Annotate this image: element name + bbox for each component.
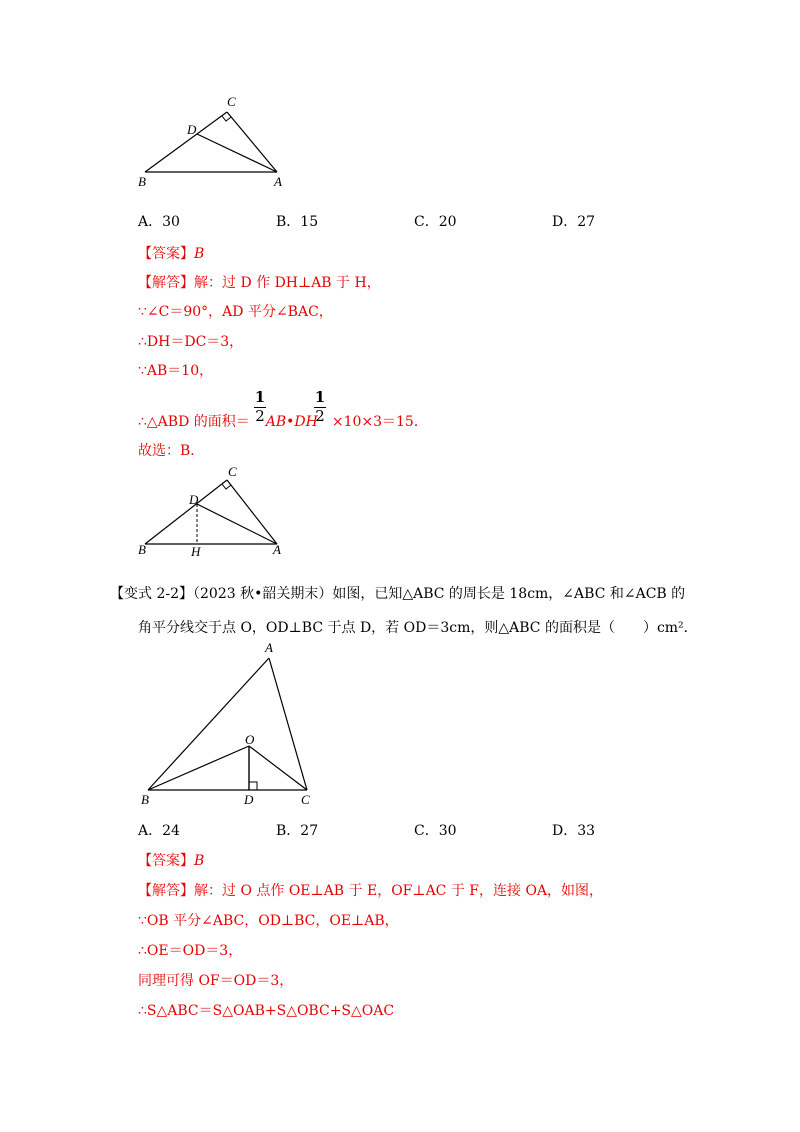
figure-triangle-abc-3 <box>135 638 325 808</box>
label-d: D <box>189 492 199 507</box>
label-h: H <box>191 544 201 559</box>
label-b: B <box>138 542 146 557</box>
label-o: O <box>245 732 255 747</box>
label-c: C <box>301 792 310 807</box>
segment-ca <box>227 112 277 172</box>
label-d: D <box>244 792 254 807</box>
analysis-line-1: 【解答】解：过 D 作 DH⊥AB 于 H， <box>138 275 381 291</box>
option-b-2: B．27 <box>276 823 319 839</box>
label-a: A <box>265 640 273 655</box>
right-angle-mark <box>222 484 231 489</box>
right-angle-mark <box>222 116 231 121</box>
analysis-line-4: ∵AB＝10， <box>138 363 214 379</box>
segment-oc <box>249 746 307 790</box>
segment-ob <box>148 746 249 790</box>
label-c: C <box>227 94 236 109</box>
figure-triangle-abc-1 <box>130 90 300 190</box>
label-a: A <box>273 542 281 557</box>
analysis-line-3: ∴DH＝DC＝3， <box>138 334 244 350</box>
option-c-2: C．30 <box>414 823 457 839</box>
segment-ab <box>148 658 269 790</box>
fraction-denominator-2: 2 <box>315 407 325 425</box>
question-line-1: 【变式 2-2】（2023 秋•韶关期末）如图，已知△ABC 的周长是 18cm，∠ABC 和∠ACB 的 <box>110 586 686 602</box>
label-b: B <box>138 174 146 189</box>
answer-line: 【答案】B <box>138 246 205 262</box>
option-b: B．15 <box>276 214 319 230</box>
segment-ac <box>269 658 307 790</box>
label-b: B <box>141 792 149 807</box>
analysis-line-2-3: ∴OE＝OD＝3， <box>138 943 243 959</box>
label-d: D <box>187 122 197 137</box>
figure-triangle-abc-2 <box>130 462 300 562</box>
fraction-numerator-2: 1 <box>314 388 326 406</box>
analysis-line-2-5: ∴S△ABC＝S△OAB+S△OBC+S△OAC <box>138 1003 395 1019</box>
segment-ca <box>227 480 277 544</box>
segment-bc <box>145 480 227 544</box>
label-a: A <box>274 174 282 189</box>
segment-da <box>197 134 277 172</box>
option-c: C．20 <box>414 214 457 230</box>
fraction-denominator-1: 2 <box>255 407 265 425</box>
option-d: D．27 <box>552 214 596 230</box>
question-line-2: 角平分线交于点 O，OD⊥BC 于点 D，若 OD＝3cm，则△ABC 的面积是（ ）cm²． <box>138 620 698 636</box>
analysis-line-2: ∵∠C＝90°，AD 平分∠BAC， <box>138 304 333 320</box>
segment-da <box>197 504 277 544</box>
fraction-numerator-1: 1 <box>254 388 266 406</box>
option-a: A．30 <box>138 214 180 230</box>
conclusion-line: 故选：B． <box>138 443 205 459</box>
right-angle-mark <box>249 782 257 790</box>
analysis-line-2-2: ∵OB 平分∠ABC，OD⊥BC，OE⊥AB， <box>138 913 399 929</box>
answer-line-2: 【答案】B <box>138 853 205 869</box>
area-line: ∴△ABD 的面积＝ AB•DH ×10×3＝15． <box>138 414 428 430</box>
option-d-2: D．33 <box>552 823 596 839</box>
analysis-line-2-4: 同理可得 OF＝OD＝3， <box>138 973 294 989</box>
label-c: C <box>228 464 237 479</box>
option-a-2: A．24 <box>138 823 180 839</box>
analysis-line-2-1: 【解答】解：过 O 点作 OE⊥AB 于 E，OF⊥AC 于 F，连接 OA，如图， <box>138 883 604 899</box>
